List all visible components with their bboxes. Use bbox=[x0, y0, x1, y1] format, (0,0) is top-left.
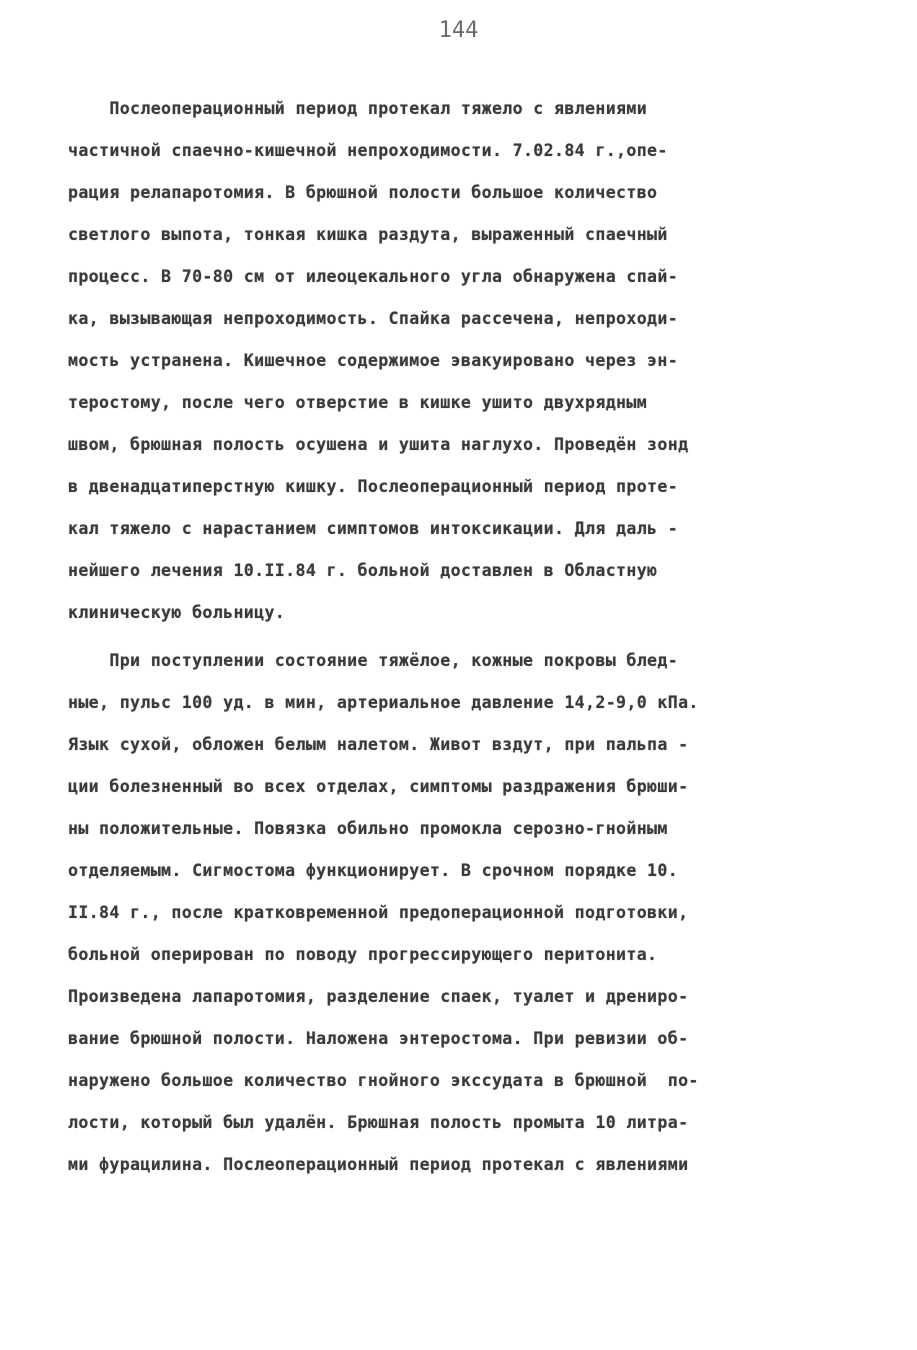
text-line: Послеоперационный период протекал тяжело с явлениями bbox=[68, 99, 648, 118]
text-line: частичной спаечно-кишечной непроходимости. 7.02.84 г.,опе- bbox=[68, 141, 668, 160]
text-line: швом, брюшная полость осушена и ушита наглухо. Проведён зонд bbox=[68, 435, 689, 454]
text-line: лости, который был удалён. Брюшная полость промыта 10 литра- bbox=[68, 1113, 689, 1132]
text-line: II.84 г., после кратковременной предоперационной подготовки, bbox=[68, 903, 689, 922]
text-line: в двенадцатиперстную кишку. Послеоперационный период проте- bbox=[68, 477, 679, 496]
text-line: ны положительные. Повязка обильно промокла серозно-гнойным bbox=[68, 819, 668, 838]
text-line: вание брюшной полости. Наложена энтеростома. При ревизии об- bbox=[68, 1029, 689, 1048]
text-line: кал тяжело с нарастанием симптомов интоксикации. Для даль - bbox=[68, 519, 679, 538]
text-line: ные, пульс 100 уд. в мин, артериальное давление 14,2-9,0 кПа. bbox=[68, 693, 699, 712]
text-line: нейшего лечения 10.II.84 г. больной доставлен в Областную bbox=[68, 561, 658, 580]
text-line: Произведена лапаротомия, разделение спаек, туалет и дрениро- bbox=[68, 987, 689, 1006]
text-line: наружено большое количество гнойного экссудата в брюшной по- bbox=[68, 1071, 699, 1090]
text-line: светлого выпота, тонкая кишка раздута, выраженный спаечный bbox=[68, 225, 668, 244]
page-number: 144 bbox=[438, 18, 479, 43]
text-line: рация релапаротомия. В брюшной полости большое количество bbox=[68, 183, 658, 202]
paragraph-1 bbox=[68, 88, 868, 634]
text-line: мость устранена. Кишечное содержимое эвакуировано через эн- bbox=[68, 351, 679, 370]
text-line: теростому, после чего отверстие в кишке ушито двухрядным bbox=[68, 393, 648, 412]
text-line: Язык сухой, обложен белым налетом. Живот вздут, при пальпа - bbox=[68, 735, 689, 754]
text-line: больной оперирован по поводу прогрессирующего перитонита. bbox=[68, 945, 658, 964]
text-line: клиническую больницу. bbox=[68, 603, 286, 622]
text-line: ции болезненный во всех отделах, симптомы раздражения брюши- bbox=[68, 777, 689, 796]
text-line: ка, вызывающая непроходимость. Спайка рассечена, непроходи- bbox=[68, 309, 679, 328]
text-line: процесс. В 70-80 см от илеоцекального угла обнаружена спай- bbox=[68, 267, 679, 286]
paragraph-2 bbox=[68, 640, 868, 1186]
text-line: отделяемым. Сигмостома функционирует. В срочном порядке 10. bbox=[68, 861, 679, 880]
text-line: При поступлении состояние тяжёлое, кожные покровы блед- bbox=[68, 651, 679, 670]
text-line: ми фурацилина. Послеоперационный период протекал с явлениями bbox=[68, 1155, 689, 1174]
